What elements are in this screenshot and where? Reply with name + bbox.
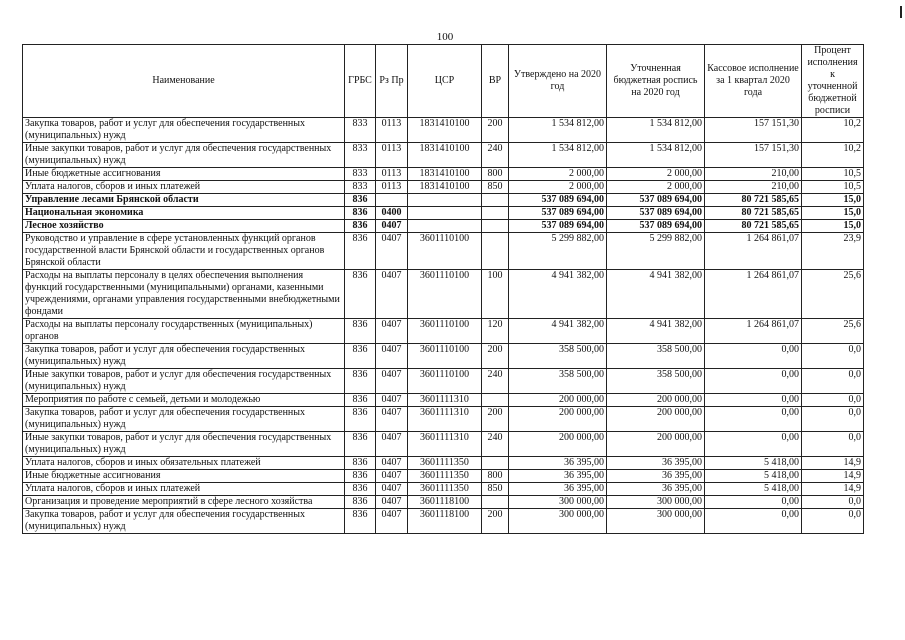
table-row [23, 319, 864, 344]
cell-name: Иные закупки товаров, работ и услуг для обеспечения государственных (муниципальных) нужд [23, 432, 345, 457]
cell-vr: 800 [482, 168, 509, 181]
cell-percent: 10,2 [802, 118, 864, 143]
table-row [23, 143, 864, 168]
cell-rzpr: 0407 [376, 319, 408, 344]
cell-approved: 5 299 882,00 [509, 233, 607, 270]
cell-refined: 300 000,00 [607, 509, 705, 534]
cell-rzpr: 0407 [376, 220, 408, 233]
table-row [23, 369, 864, 394]
cell-approved: 36 395,00 [509, 457, 607, 470]
table-row [23, 270, 864, 319]
cell-vr [482, 207, 509, 220]
table-row [23, 220, 864, 233]
cell-name: Закупка товаров, работ и услуг для обеспечения государственных (муниципальных) нужд [23, 407, 345, 432]
cell-cash: 0,00 [705, 344, 802, 369]
cell-csr: 3601110100 [408, 270, 482, 319]
cell-grbs: 836 [345, 470, 376, 483]
cell-rzpr: 0407 [376, 470, 408, 483]
cell-approved: 200 000,00 [509, 394, 607, 407]
cell-grbs: 836 [345, 496, 376, 509]
cell-name: Уплата налогов, сборов и иных платежей [23, 181, 345, 194]
cell-rzpr: 0407 [376, 509, 408, 534]
header-approved: Утверждено на 2020 год [509, 45, 607, 118]
cell-percent: 14,9 [802, 470, 864, 483]
cell-csr: 3601111310 [408, 432, 482, 457]
cell-grbs: 833 [345, 181, 376, 194]
cell-csr: 3601111310 [408, 407, 482, 432]
cell-grbs: 836 [345, 319, 376, 344]
cell-name: Организация и проведение мероприятий в сфере лесного хозяйства [23, 496, 345, 509]
cell-rzpr: 0407 [376, 344, 408, 369]
cell-approved: 300 000,00 [509, 496, 607, 509]
header-vr: ВР [482, 45, 509, 118]
cell-cash: 5 418,00 [705, 483, 802, 496]
cell-cash: 0,00 [705, 496, 802, 509]
table-row [23, 496, 864, 509]
cell-approved: 36 395,00 [509, 470, 607, 483]
cell-approved: 537 089 694,00 [509, 207, 607, 220]
cell-csr: 3601111350 [408, 483, 482, 496]
cell-percent: 10,5 [802, 168, 864, 181]
page-number: 100 [436, 31, 454, 43]
cell-refined: 358 500,00 [607, 344, 705, 369]
header-percent: Процент исполнения к уточненной бюджетной росписи [802, 45, 864, 118]
header-name: Наименование [23, 45, 345, 118]
cell-percent: 0,0 [802, 496, 864, 509]
cell-csr [408, 220, 482, 233]
cell-approved: 537 089 694,00 [509, 220, 607, 233]
cell-approved: 300 000,00 [509, 509, 607, 534]
cell-grbs: 836 [345, 432, 376, 457]
cell-grbs: 836 [345, 194, 376, 207]
cell-name: Расходы на выплаты персоналу в целях обеспечения выполнения функций государственными (муниципальными) органами, казенными учреждениями, органами управления государственными внебюджетными фондами [23, 270, 345, 319]
cell-refined: 4 941 382,00 [607, 270, 705, 319]
table-row [23, 407, 864, 432]
cell-cash: 80 721 585,65 [705, 220, 802, 233]
cell-name: Управление лесами Брянской области [23, 194, 345, 207]
cell-grbs: 836 [345, 457, 376, 470]
cell-csr: 1831410100 [408, 143, 482, 168]
cell-rzpr: 0113 [376, 168, 408, 181]
cell-percent: 15,0 [802, 207, 864, 220]
cell-grbs: 836 [345, 369, 376, 394]
cell-csr [408, 194, 482, 207]
cell-name: Закупка товаров, работ и услуг для обеспечения государственных (муниципальных) нужд [23, 118, 345, 143]
cell-name: Расходы на выплаты персоналу государственных (муниципальных) органов [23, 319, 345, 344]
table-row [23, 432, 864, 457]
cell-grbs: 836 [345, 220, 376, 233]
cell-cash: 0,00 [705, 369, 802, 394]
cell-percent: 0,0 [802, 509, 864, 534]
cell-cash: 0,00 [705, 509, 802, 534]
table-row [23, 483, 864, 496]
cell-vr: 200 [482, 118, 509, 143]
cell-cash: 5 418,00 [705, 457, 802, 470]
cell-cash: 80 721 585,65 [705, 194, 802, 207]
cell-percent: 10,5 [802, 181, 864, 194]
cell-cash: 5 418,00 [705, 470, 802, 483]
cell-name: Иные бюджетные ассигнования [23, 168, 345, 181]
cell-vr: 200 [482, 407, 509, 432]
cell-rzpr: 0113 [376, 181, 408, 194]
cell-cash: 1 264 861,07 [705, 233, 802, 270]
cell-cash: 157 151,30 [705, 118, 802, 143]
cell-refined: 36 395,00 [607, 470, 705, 483]
cell-rzpr: 0407 [376, 233, 408, 270]
cell-refined: 1 534 812,00 [607, 143, 705, 168]
cell-percent: 0,0 [802, 407, 864, 432]
cell-vr: 850 [482, 181, 509, 194]
cell-rzpr: 0407 [376, 394, 408, 407]
cell-percent: 0,0 [802, 344, 864, 369]
cell-rzpr: 0400 [376, 207, 408, 220]
cell-percent: 14,9 [802, 483, 864, 496]
cell-grbs: 836 [345, 407, 376, 432]
cell-vr [482, 233, 509, 270]
cell-refined: 36 395,00 [607, 457, 705, 470]
table-row [23, 394, 864, 407]
cell-csr: 3601118100 [408, 496, 482, 509]
cell-rzpr: 0407 [376, 407, 408, 432]
cell-name: Уплата налогов, сборов и иных обязательных платежей [23, 457, 345, 470]
cell-refined: 537 089 694,00 [607, 207, 705, 220]
cell-refined: 36 395,00 [607, 483, 705, 496]
cell-refined: 200 000,00 [607, 432, 705, 457]
cell-percent: 10,2 [802, 143, 864, 168]
cell-cash: 0,00 [705, 407, 802, 432]
cell-name: Руководство и управление в сфере установленных функций органов государственной власти Брянской области и государственных органов Брянской области [23, 233, 345, 270]
cell-rzpr: 0407 [376, 270, 408, 319]
cell-cash: 1 264 861,07 [705, 270, 802, 319]
cell-csr: 3601111310 [408, 394, 482, 407]
cell-csr: 1831410100 [408, 168, 482, 181]
cell-approved: 358 500,00 [509, 344, 607, 369]
cell-grbs: 833 [345, 143, 376, 168]
cell-csr: 3601110100 [408, 319, 482, 344]
cell-percent: 0,0 [802, 432, 864, 457]
table-row [23, 344, 864, 369]
cell-grbs: 836 [345, 207, 376, 220]
table-row [23, 168, 864, 181]
header-row [23, 45, 864, 118]
edge-mark [900, 6, 902, 18]
cell-vr: 240 [482, 143, 509, 168]
table-row [23, 233, 864, 270]
table-row [23, 470, 864, 483]
cell-name: Иные закупки товаров, работ и услуг для обеспечения государственных (муниципальных) нужд [23, 369, 345, 394]
budget-table [22, 44, 864, 534]
cell-vr: 100 [482, 270, 509, 319]
cell-vr [482, 457, 509, 470]
cell-vr: 800 [482, 470, 509, 483]
cell-refined: 2 000,00 [607, 168, 705, 181]
cell-rzpr: 0407 [376, 432, 408, 457]
cell-name: Мероприятия по работе с семьей, детьми и молодежью [23, 394, 345, 407]
cell-approved: 1 534 812,00 [509, 143, 607, 168]
cell-cash: 210,00 [705, 181, 802, 194]
table-row [23, 509, 864, 534]
cell-grbs: 833 [345, 118, 376, 143]
cell-percent: 0,0 [802, 369, 864, 394]
cell-vr: 120 [482, 319, 509, 344]
cell-csr: 3601110100 [408, 233, 482, 270]
cell-vr [482, 496, 509, 509]
cell-approved: 2 000,00 [509, 168, 607, 181]
cell-rzpr: 0407 [376, 496, 408, 509]
cell-approved: 537 089 694,00 [509, 194, 607, 207]
table-row [23, 181, 864, 194]
cell-refined: 200 000,00 [607, 394, 705, 407]
cell-cash: 0,00 [705, 394, 802, 407]
cell-approved: 1 534 812,00 [509, 118, 607, 143]
cell-approved: 36 395,00 [509, 483, 607, 496]
cell-approved: 200 000,00 [509, 432, 607, 457]
cell-percent: 0,0 [802, 394, 864, 407]
table-body [23, 118, 864, 534]
cell-vr: 240 [482, 369, 509, 394]
cell-percent: 25,6 [802, 319, 864, 344]
cell-percent: 15,0 [802, 220, 864, 233]
cell-name: Лесное хозяйство [23, 220, 345, 233]
cell-refined: 537 089 694,00 [607, 220, 705, 233]
cell-approved: 358 500,00 [509, 369, 607, 394]
cell-csr: 1831410100 [408, 181, 482, 194]
header-cash: Кассовое исполнение за 1 квартал 2020 года [705, 45, 802, 118]
cell-rzpr: 0113 [376, 143, 408, 168]
cell-rzpr: 0113 [376, 118, 408, 143]
table-row [23, 457, 864, 470]
cell-grbs: 836 [345, 509, 376, 534]
cell-name: Иные бюджетные ассигнования [23, 470, 345, 483]
cell-rzpr: 0407 [376, 369, 408, 394]
cell-approved: 4 941 382,00 [509, 270, 607, 319]
cell-cash: 0,00 [705, 432, 802, 457]
table-row [23, 194, 864, 207]
cell-grbs: 836 [345, 483, 376, 496]
cell-csr: 3601110100 [408, 344, 482, 369]
cell-vr: 200 [482, 509, 509, 534]
cell-name: Иные закупки товаров, работ и услуг для обеспечения государственных (муниципальных) нужд [23, 143, 345, 168]
cell-csr: 1831410100 [408, 118, 482, 143]
table-row [23, 207, 864, 220]
cell-refined: 300 000,00 [607, 496, 705, 509]
cell-cash: 80 721 585,65 [705, 207, 802, 220]
cell-name: Закупка товаров, работ и услуг для обеспечения государственных (муниципальных) нужд [23, 509, 345, 534]
cell-rzpr: 0407 [376, 483, 408, 496]
cell-csr [408, 207, 482, 220]
cell-grbs: 836 [345, 344, 376, 369]
cell-refined: 1 534 812,00 [607, 118, 705, 143]
cell-approved: 200 000,00 [509, 407, 607, 432]
cell-refined: 2 000,00 [607, 181, 705, 194]
cell-grbs: 836 [345, 233, 376, 270]
cell-percent: 14,9 [802, 457, 864, 470]
cell-csr: 3601111350 [408, 470, 482, 483]
cell-refined: 5 299 882,00 [607, 233, 705, 270]
cell-refined: 537 089 694,00 [607, 194, 705, 207]
cell-vr [482, 194, 509, 207]
cell-vr: 200 [482, 344, 509, 369]
cell-approved: 2 000,00 [509, 181, 607, 194]
cell-grbs: 836 [345, 394, 376, 407]
cell-name: Уплата налогов, сборов и иных платежей [23, 483, 345, 496]
cell-vr: 850 [482, 483, 509, 496]
cell-approved: 4 941 382,00 [509, 319, 607, 344]
cell-percent: 23,9 [802, 233, 864, 270]
header-csr: ЦСР [408, 45, 482, 118]
cell-refined: 358 500,00 [607, 369, 705, 394]
cell-csr: 3601118100 [408, 509, 482, 534]
cell-csr: 3601111350 [408, 457, 482, 470]
cell-grbs: 836 [345, 270, 376, 319]
cell-csr: 3601110100 [408, 369, 482, 394]
cell-rzpr: 0407 [376, 457, 408, 470]
cell-refined: 200 000,00 [607, 407, 705, 432]
cell-name: Закупка товаров, работ и услуг для обеспечения государственных (муниципальных) нужд [23, 344, 345, 369]
cell-percent: 15,0 [802, 194, 864, 207]
table-row [23, 118, 864, 143]
cell-cash: 210,00 [705, 168, 802, 181]
cell-cash: 1 264 861,07 [705, 319, 802, 344]
cell-name: Национальная экономика [23, 207, 345, 220]
cell-vr [482, 394, 509, 407]
cell-refined: 4 941 382,00 [607, 319, 705, 344]
cell-grbs: 833 [345, 168, 376, 181]
header-refined: Уточненная бюджетная роспись на 2020 год [607, 45, 705, 118]
cell-rzpr [376, 194, 408, 207]
cell-vr: 240 [482, 432, 509, 457]
header-grbs: ГРБС [345, 45, 376, 118]
cell-percent: 25,6 [802, 270, 864, 319]
cell-vr [482, 220, 509, 233]
header-rzpr: Рз Пр [376, 45, 408, 118]
cell-cash: 157 151,30 [705, 143, 802, 168]
